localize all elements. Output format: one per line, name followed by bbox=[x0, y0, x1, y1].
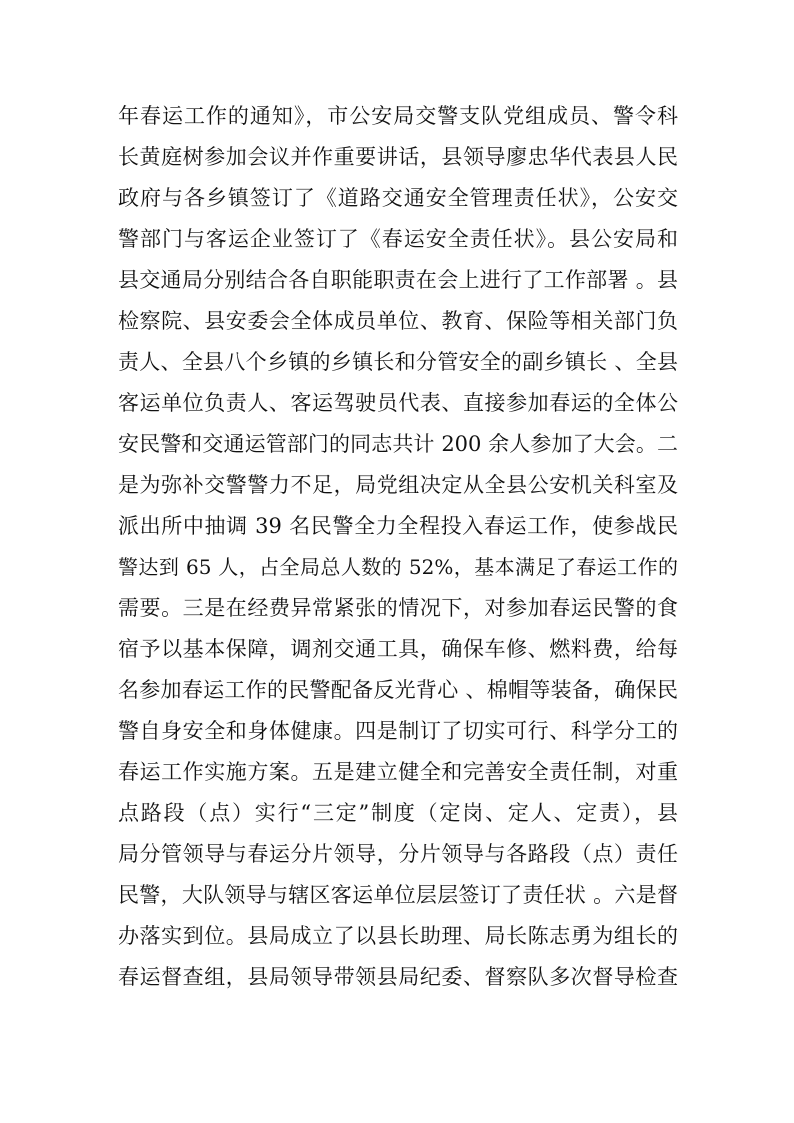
text-line: 责人、全县八个乡镇的乡镇长和分管安全的副乡镇长 、全县 bbox=[118, 350, 678, 374]
text-line: 警部门与客运企业签订了《春运安全责任状》。县公安局和 bbox=[118, 227, 678, 251]
text-line: 春运督查组，县局领导带领县局纪委、督察队多次督导检查 bbox=[118, 965, 678, 989]
body-text bbox=[118, 96, 678, 998]
text-line: 县交通局分别结合各自职能职责在会上进行了工作部署 。县 bbox=[118, 268, 678, 292]
text-line: 春运工作实施方案。五是建立健全和完善安全责任制，对重 bbox=[118, 760, 678, 784]
text-line: 名参加春运工作的民警配备反光背心 、棉帽等装备，确保民 bbox=[118, 678, 678, 702]
text-line: 民警，大队领导与辖区客运单位层层签订了责任状 。六是督 bbox=[118, 883, 678, 907]
text-line: 年春运工作的通知》，市公安局交警支队党组成员、警令科 bbox=[118, 104, 678, 128]
text-line: 安民警和交通运管部门的同志共计 200 余人参加了大会。二 bbox=[118, 432, 678, 456]
text-line: 办落实到位。县局成立了以县长助理、局长陈志勇为组长的 bbox=[118, 924, 678, 948]
text-line: 宿予以基本保障，调剂交通工具，确保车修、燃料费，给每 bbox=[118, 637, 678, 661]
text-line: 警自身安全和身体健康。四是制订了切实可行、科学分工的 bbox=[118, 719, 678, 743]
text-line: 点路段（点）实行“三定”制度（定岗、定人、定责），县 bbox=[118, 801, 678, 825]
text-line: 派出所中抽调 39 名民警全力全程投入春运工作，使参战民 bbox=[118, 514, 678, 538]
text-line: 长黄庭树参加会议并作重要讲话，县领导廖忠华代表县人民 bbox=[118, 145, 678, 169]
text-line: 检察院、县安委会全体成员单位、教育、保险等相关部门负 bbox=[118, 309, 678, 333]
text-line: 警达到 65 人，占全局总人数的 52%，基本满足了春运工作的 bbox=[118, 555, 678, 579]
text-line: 政府与各乡镇签订了《道路交通安全管理责任状》，公安交 bbox=[118, 186, 678, 210]
text-line: 需要。三是在经费异常紧张的情况下，对参加春运民警的食 bbox=[118, 596, 678, 620]
text-line: 是为弥补交警警力不足，局党组决定从全县公安机关科室及 bbox=[118, 473, 678, 497]
text-line: 客运单位负责人、客运驾驶员代表、直接参加春运的全体公 bbox=[118, 391, 678, 415]
text-line: 局分管领导与春运分片领导，分片领导与各路段（点）责任 bbox=[118, 842, 678, 866]
